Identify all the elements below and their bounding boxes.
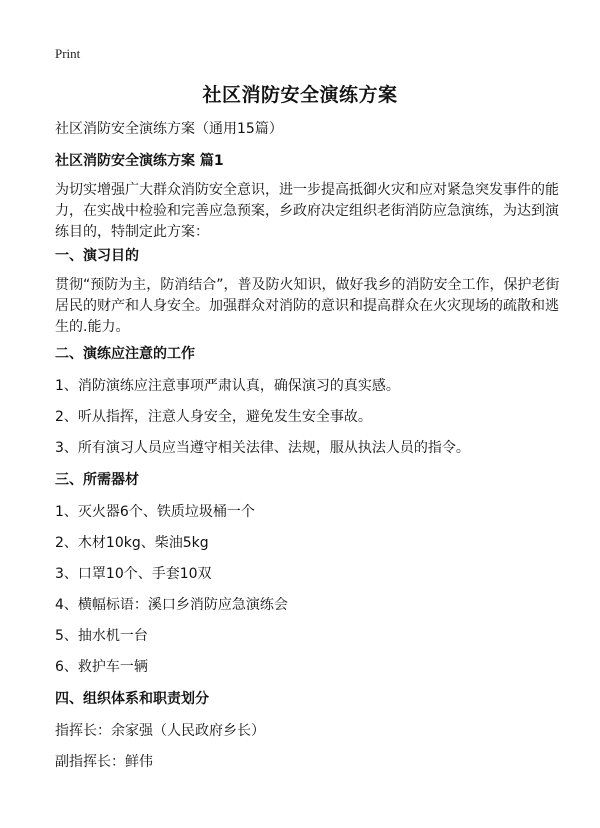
equipment-item: 5、抽水机一台	[55, 628, 148, 644]
equipment-item: 1、灭火器6个、铁质垃圾桶一个	[55, 504, 255, 520]
heading-notes: 二、演练应注意的工作	[55, 346, 195, 362]
intro-line: 力，在实战中检验和完善应急预案，乡政府决定组织老街消防应急演练，为达到演	[55, 203, 559, 219]
intro-line: 为切实增强广大群众消防安全意识，进一步提高抵御火灾和应对紧急突发事件的能	[55, 182, 559, 198]
heading-purpose: 一、演习目的	[55, 248, 139, 264]
equipment-item: 3、口罩10个、手套10双	[55, 566, 212, 582]
heading-equipment: 三、所需器材	[55, 472, 139, 488]
heading-organization: 四、组织体系和职责划分	[55, 691, 209, 707]
section-title: 社区消防安全演练方案 篇1	[55, 153, 224, 169]
commander-line: 指挥长：余家强（人民政府乡长）	[55, 723, 265, 739]
equipment-item: 4、横幅标语：溪口乡消防应急演练会	[55, 597, 288, 613]
document-subtitle: 社区消防安全演练方案（通用15篇）	[55, 121, 283, 137]
purpose-paragraph	[55, 275, 560, 338]
page-title: 社区消防安全演练方案	[202, 84, 398, 106]
equipment-item: 2、木材10kg、柴油5kg	[55, 535, 209, 551]
purpose-line: 生的.能力。	[55, 319, 130, 335]
purpose-line: 居民的财产和人身安全。加强群众对消防的意识和提高群众在火灾现场的疏散和逃	[55, 298, 559, 314]
intro-paragraph	[55, 180, 559, 243]
note-item: 3、所有演习人员应当遵守相关法律、法规，服从执法人员的指令。	[55, 440, 470, 456]
deputy-commander-line: 副指挥长：鲜伟	[55, 754, 153, 770]
intro-line: 练目的，特制定此方案：	[55, 224, 209, 240]
purpose-line: 贯彻“预防为主，防消结合”，普及防火知识，做好我乡的消防安全工作，保护老街	[55, 277, 560, 293]
equipment-item: 6、救护车一辆	[55, 659, 148, 675]
print-link[interactable]: Print	[55, 46, 81, 61]
note-item: 2、听从指挥，注意人身安全，避免发生安全事故。	[55, 409, 372, 425]
note-item: 1、消防演练应注意事项严肃认真，确保演习的真实感。	[55, 378, 400, 394]
